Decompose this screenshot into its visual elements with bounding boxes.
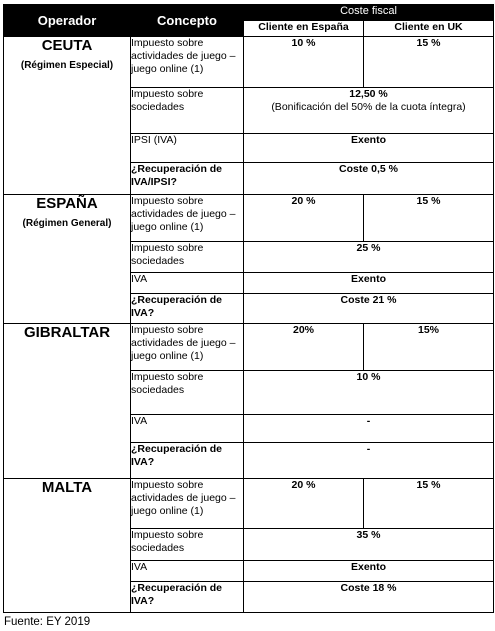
table-row	[4, 479, 494, 529]
operator-cell	[4, 479, 131, 613]
tax-comparison-table	[3, 4, 494, 613]
concept-cell: Impuesto sobre actividades de juego – juego online (1)	[131, 324, 244, 371]
concept-cell: Impuesto sobre sociedades	[131, 529, 244, 561]
value-spain: 20 %	[244, 195, 364, 242]
value-merged: Coste 21 %	[244, 294, 494, 324]
operator-cell	[4, 195, 131, 324]
operator-name: GIBRALTAR	[23, 324, 111, 341]
value-merged: 25 %	[244, 242, 494, 273]
operator-name: MALTA	[41, 479, 93, 496]
concept-cell: ¿Recuperación de IVA/IPSI?	[131, 163, 244, 195]
value-merged: -	[244, 443, 494, 479]
concept-cell: Impuesto sobre actividades de juego – juego online (1)	[131, 37, 244, 88]
value-merged: 35 %	[244, 529, 494, 561]
value-uk: 15 %	[364, 195, 494, 242]
value-merged: 10 %	[244, 371, 494, 415]
value-merged	[244, 88, 494, 134]
concept-cell: IVA	[131, 561, 244, 582]
concept-cell: IVA	[131, 273, 244, 294]
operator-cell	[4, 324, 131, 479]
value-note: (Bonificación del 50% de la cuota íntegra)	[271, 101, 466, 113]
concept-cell: ¿Recuperación de IVA?	[131, 443, 244, 479]
operator-cell	[4, 37, 131, 195]
concept-cell: ¿Recuperación de IVA?	[131, 582, 244, 613]
concept-cell: IPSI (IVA)	[131, 134, 244, 163]
header-client-uk: Cliente en UK	[364, 21, 494, 37]
operator-regime: (Régimen Especial)	[20, 60, 114, 71]
value-spain: 20%	[244, 324, 364, 371]
operator-regime: (Régimen General)	[22, 218, 112, 229]
value-uk: 15 %	[364, 37, 494, 88]
value-spain: 10 %	[244, 37, 364, 88]
concept-cell: Impuesto sobre sociedades	[131, 242, 244, 273]
value-merged: -	[244, 415, 494, 443]
table-row	[4, 37, 494, 88]
value-spain: 20 %	[244, 479, 364, 529]
concept-cell: Impuesto sobre actividades de juego – juego online (1)	[131, 479, 244, 529]
value-merged: Coste 0,5 %	[244, 163, 494, 195]
header-client-spain: Cliente en España	[244, 21, 364, 37]
concept-cell: ¿Recuperación de IVA?	[131, 294, 244, 324]
value-merged: Exento	[244, 273, 494, 294]
operator-name: ESPAÑA	[36, 195, 98, 212]
source-note: Fuente: EY 2019	[4, 616, 91, 628]
value-merged: Coste 18 %	[244, 582, 494, 613]
value-merged: Exento	[244, 134, 494, 163]
table-row	[4, 195, 494, 242]
value-text: 12,50 %	[349, 88, 388, 100]
header-operator: Operador	[4, 5, 131, 37]
header-tax-cost: Coste fiscal	[244, 5, 494, 21]
concept-cell: IVA	[131, 415, 244, 443]
value-merged: Exento	[244, 561, 494, 582]
concept-cell: Impuesto sobre sociedades	[131, 88, 244, 134]
header-concept: Concepto	[131, 5, 244, 37]
operator-name: CEUTA	[41, 37, 93, 54]
value-uk: 15%	[364, 324, 494, 371]
concept-cell: Impuesto sobre sociedades	[131, 371, 244, 415]
table-row	[4, 324, 494, 371]
value-uk: 15 %	[364, 479, 494, 529]
concept-cell: Impuesto sobre actividades de juego – juego online (1)	[131, 195, 244, 242]
